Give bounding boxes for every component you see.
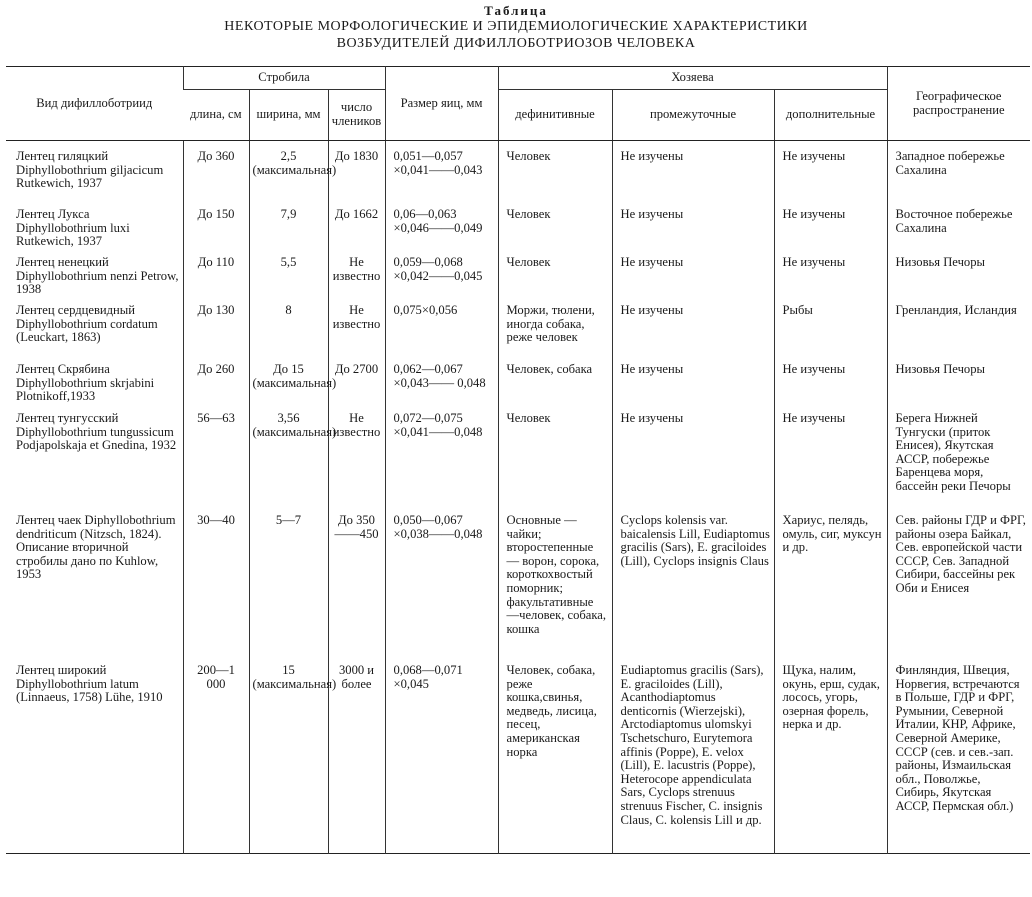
- cell-geo: Низовья Печоры: [887, 362, 1030, 411]
- cell-length: До 130: [183, 303, 249, 362]
- cell-definitive: Человек: [498, 207, 612, 255]
- cell-eggs: 0,072—0,075 ×0,041——0,048: [385, 411, 498, 513]
- cell-additional: Щука, налим, окунь, ерш, судак, лосось, угорь, озерная форель, нерка и др.: [774, 663, 887, 853]
- cell-additional: Хариус, пелядь, омуль, сиг, муксун и др.: [774, 513, 887, 663]
- cell-width: 5,5: [249, 255, 328, 303]
- cell-count: До 1830: [328, 149, 385, 207]
- cell-length: 200—1 000: [183, 663, 249, 853]
- header-length: длина, см: [183, 90, 249, 141]
- cell-eggs: 0,051—0,057 ×0,041——0,043: [385, 149, 498, 207]
- cell-intermediate: Не изучены: [612, 207, 774, 255]
- table-title-line-1: НЕКОТОРЫЕ МОРФОЛОГИЧЕСКИЕ И ЭПИДЕМИОЛОГИЧЕСКИЕ ХАРАКТЕРИСТИКИ: [224, 19, 808, 34]
- table-row: [6, 207, 1030, 255]
- cell-width: 8: [249, 303, 328, 362]
- cell-definitive: Человек, собака, реже кошка,свинья, медведь, лисица, песец, американская норка: [498, 663, 612, 853]
- cell-width: До 15 (максимальная): [249, 362, 328, 411]
- cell-intermediate: Cyclops kolensis var. baicalensis Lill, Eudiaptomus gracilis (Sars), E. graciloides (Lill), Cyclops insignis Claus: [612, 513, 774, 663]
- cell-eggs: 0,059—0,068 ×0,042——0,045: [385, 255, 498, 303]
- cell-geo: Финляндия, Швеция, Норвегия, встречаются в Польше, ГДР и ФРГ, Румынии, Северной Италии, КНР, Африке, Северной Америке, СССР (сев. и сев.-зап. районы, Измаильская обл., Поволжье, Сибирь, Якутская АССР, Пермская обл.): [887, 663, 1030, 853]
- table-title-line-2: ВОЗБУДИТЕЛЕЙ ДИФИЛЛОБОТРИОЗОВ ЧЕЛОВЕКА: [336, 36, 696, 51]
- header-count: число члеников: [328, 90, 385, 141]
- header-width: ширина, мм: [249, 90, 328, 141]
- table-row: [6, 663, 1030, 853]
- cell-eggs: 0,075×0,056: [385, 303, 498, 362]
- table-row: [6, 255, 1030, 303]
- cell-additional: Рыбы: [774, 303, 887, 362]
- table-label: Таблица: [484, 3, 548, 18]
- cell-species: Лентец Лукса Diphyllobothrium luxi Rutkewich, 1937: [16, 207, 130, 249]
- cell-intermediate: Не изучены: [612, 303, 774, 362]
- table-row: [6, 411, 1030, 513]
- cell-geo: Гренландия, Исландия: [887, 303, 1030, 362]
- cell-eggs: 0,06—0,063 ×0,046——0,049: [385, 207, 498, 255]
- cell-species: Лентец сердцевидный Diphyllobothrium cordatum (Leuckart, 1863): [16, 303, 158, 345]
- table-row: [6, 149, 1030, 207]
- data-table: [6, 66, 1030, 854]
- header-hosts: Хозяева: [498, 67, 887, 90]
- cell-species: Лентец широкий Diphyllobothrium latum (Linnaeus, 1758) Lühe, 1910: [16, 663, 163, 705]
- cell-definitive: Человек: [498, 149, 612, 207]
- cell-geo: Низовья Печоры: [887, 255, 1030, 303]
- table-row: [6, 513, 1030, 663]
- cell-eggs: 0,068—0,071 ×0,045: [385, 663, 498, 853]
- cell-length: 30—40: [183, 513, 249, 663]
- cell-intermediate: Не изучены: [612, 362, 774, 411]
- cell-length: До 260: [183, 362, 249, 411]
- cell-width: 2,5 (максимальная): [249, 149, 328, 207]
- cell-length: До 110: [183, 255, 249, 303]
- cell-intermediate: Не изучены: [612, 149, 774, 207]
- cell-geo: Сев. районы ГДР и ФРГ, районы озера Байкал, Сев. европейской части СССР, Сев. Западной Сибири, бассейны рек Оби и Енисея: [887, 513, 1030, 663]
- cell-width: 15 (максимальная): [249, 663, 328, 853]
- header-additional: дополнительные: [774, 90, 887, 141]
- cell-additional: Не изучены: [774, 207, 887, 255]
- cell-count: Не известно: [328, 255, 385, 303]
- cell-additional: Не изучены: [774, 255, 887, 303]
- cell-count: До 350——450: [328, 513, 385, 663]
- cell-definitive: Человек: [498, 255, 612, 303]
- cell-species: Лентец тунгусский Diphyllobothrium tungussicum Podjapolskaja et Gnedina, 1932: [16, 411, 177, 453]
- table-row: [6, 362, 1030, 411]
- cell-geo: Берега Нижней Тунгуски (приток Енисея), Якутская АССР, побережье Баренцева моря, бассейн реки Печоры: [887, 411, 1030, 513]
- header-geo: Географическое распространение: [887, 67, 1030, 141]
- cell-count: До 2700: [328, 362, 385, 411]
- cell-definitive: Человек, собака: [498, 362, 612, 411]
- cell-length: До 150: [183, 207, 249, 255]
- header-definitive: дефинитивные: [498, 90, 612, 141]
- cell-width: 7,9: [249, 207, 328, 255]
- cell-eggs: 0,062—0,067 ×0,043—— 0,048: [385, 362, 498, 411]
- table-row: [6, 303, 1030, 362]
- header-intermediate: промежуточные: [612, 90, 774, 141]
- cell-width: 5—7: [249, 513, 328, 663]
- header-strobila: Стробила: [183, 67, 385, 90]
- cell-species: Лентец гиляцкий Diphyllobothrium giljacicum Rutkewich, 1937: [16, 149, 164, 191]
- cell-intermediate: Не изучены: [612, 255, 774, 303]
- cell-definitive: Основные — чайки; второстепенные — ворон, сорока, короткохвостый поморник; факультативные —человек, собака, кошка: [498, 513, 612, 663]
- cell-intermediate: Не изучены: [612, 411, 774, 513]
- cell-additional: Не изучены: [774, 149, 887, 207]
- header-species: Вид дифиллоботриид: [6, 67, 183, 141]
- title-block: [0, 0, 1032, 52]
- cell-count: Не известно: [328, 411, 385, 513]
- cell-eggs: 0,050—0,067 ×0,038——0,048: [385, 513, 498, 663]
- cell-definitive: Человек: [498, 411, 612, 513]
- cell-length: До 360: [183, 149, 249, 207]
- cell-length: 56—63: [183, 411, 249, 513]
- header-eggs: Размер яиц, мм: [385, 67, 498, 141]
- cell-count: До 1662: [328, 207, 385, 255]
- cell-geo: Восточное побережье Сахалина: [887, 207, 1030, 255]
- cell-additional: Не изучены: [774, 411, 887, 513]
- cell-definitive: Моржи, тюлени, иногда собака, реже человек: [498, 303, 612, 362]
- cell-species: Лентец Скрябина Diphyllobothrium skrjabini Plotnikoff,1933: [16, 362, 155, 404]
- cell-additional: Не изучены: [774, 362, 887, 411]
- cell-count: Не известно: [328, 303, 385, 362]
- cell-species: Лентец чаек Diphyllobothrium dendriticum (Nitzsch, 1824). Описание вторичной стробилы дано по Kuhlow, 1953: [16, 513, 176, 582]
- cell-width: 3,56 (максимальная): [249, 411, 328, 513]
- cell-species: Лентец ненецкий Diphyllobothrium nenzi Petrow, 1938: [16, 255, 179, 297]
- cell-intermediate: Eudiaptomus gracilis (Sars), E. graciloides (Lill), Acanthodiaptomus denticornis (Wierzejski), Arctodiaptomus ulomskyi Tschetschuro, Eurytemora affinis (Poppe), E. velox (Lill), E. lacustris (Poppe), Heterocope appendiculata Sars, Cyclops strenuus strenuus Fischer, C. insignis Claus, C. kolensis Lill и др.: [612, 663, 774, 853]
- cell-geo: Западное побережье Сахалина: [887, 149, 1030, 207]
- cell-count: 3000 и более: [328, 663, 385, 853]
